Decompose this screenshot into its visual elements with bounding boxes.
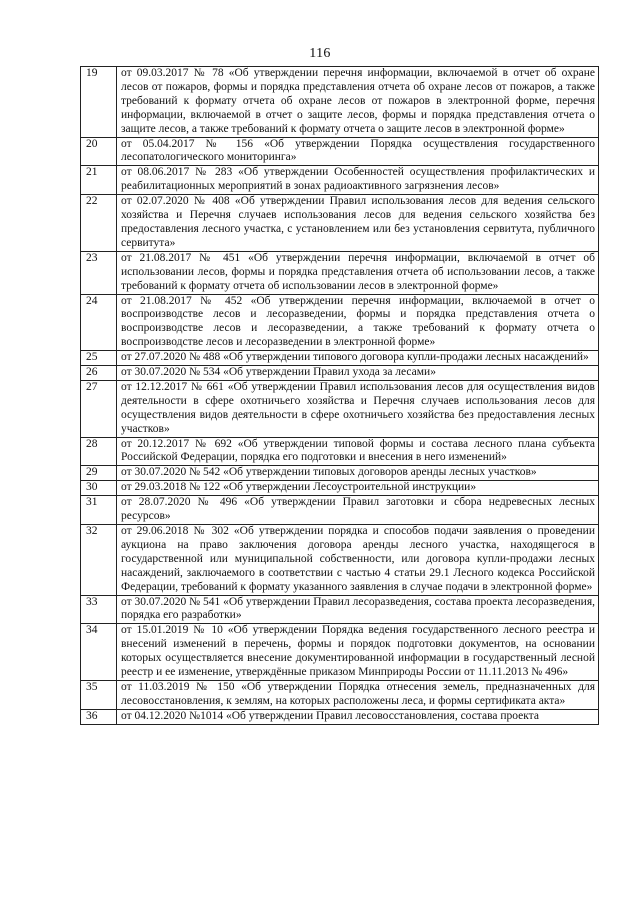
row-order-text: от 28.07.2020 № 496 «Об утверждении Правил заготовки и сбора недревесных лесных ресурсов»	[117, 496, 599, 525]
table-row	[81, 466, 599, 481]
table-row	[81, 351, 599, 366]
row-order-text: от 30.07.2020 № 534 «Об утверждении Правил ухода за лесами»	[117, 366, 599, 381]
row-order-text: от 12.12.2017 № 661 «Об утверждении Правил использования лесов для осуществления видов деятельности в сфере охотничьего хозяйства и Перечня случаев использования лесов для осуществления видов деятельности в сфере охотничьего хозяйства без предоставления лесных участков»	[117, 380, 599, 437]
table-row	[81, 709, 599, 724]
row-number: 27	[81, 380, 117, 437]
row-number: 34	[81, 624, 117, 681]
row-order-text: от 21.08.2017 № 452 «Об утверждении перечня информации, включаемой в отчет о воспроизводстве лесов и лесоразведении, формы и порядка представления отчета о воспроизводстве лесов и лесоразведении, а также требований к формату отчета о воспроизводстве лесов и лесоразведении в электронной форме»	[117, 294, 599, 351]
row-number: 26	[81, 366, 117, 381]
table-row	[81, 380, 599, 437]
row-number: 24	[81, 294, 117, 351]
row-number: 19	[81, 67, 117, 138]
row-order-text: от 20.12.2017 № 692 «Об утверждении типовой формы и состава лесного плана субъекта Российской Федерации, порядка его подготовки и внесения в него изменений»	[117, 437, 599, 466]
table-row	[81, 137, 599, 166]
row-order-text: от 02.07.2020 № 408 «Об утверждении Правил использования лесов для ведения сельского хозяйства и Перечня случаев использования лесов для ведения сельского хозяйства без предоставления лесного участка, с установлением или без установления сервитута, публичного сервитута»	[117, 195, 599, 252]
table-row	[81, 481, 599, 496]
row-order-text: от 30.07.2020 № 541 «Об утверждении Правил лесоразведения, состава проекта лесоразведения, порядка его разработки»	[117, 595, 599, 624]
orders-table	[80, 66, 599, 725]
row-number: 28	[81, 437, 117, 466]
row-number: 22	[81, 195, 117, 252]
table-row	[81, 680, 599, 709]
row-order-text: от 15.01.2019 № 10 «Об утверждении Порядка ведения государственного лесного реестра и внесений изменений в перечень, формы и порядок подготовки документов, на основании которых осуществляется внесение документированной информации в государственный лесной реестр и ее изменение, утверждённые приказом Минприроды России от 11.11.2013 № 496»	[117, 624, 599, 681]
row-number: 21	[81, 166, 117, 195]
row-order-text: от 27.07.2020 № 488 «Об утверждении типового договора купли-продажи лесных насаждений»	[117, 351, 599, 366]
row-number: 31	[81, 496, 117, 525]
row-order-text: от 08.06.2017 № 283 «Об утверждении Особенностей осуществления профилактических и реабилитационных мероприятий в зонах радиоактивного загрязнения лесов»	[117, 166, 599, 195]
row-order-text: от 21.08.2017 № 451 «Об утверждении перечня информации, включаемой в отчет об использовании лесов, формы и порядка представления отчета об использовании лесов, а также требований к формату отчета об использовании лесов в электронной форме»	[117, 251, 599, 294]
row-order-text: от 05.04.2017 № 156 «Об утверждении Порядка осуществления государственного лесопатологического мониторинга»	[117, 137, 599, 166]
table-row	[81, 166, 599, 195]
row-order-text: от 30.07.2020 № 542 «Об утверждении типовых договоров аренды лесных участков»	[117, 466, 599, 481]
page-number: 116	[309, 46, 331, 61]
table-row	[81, 366, 599, 381]
table-row	[81, 195, 599, 252]
orders-table-body	[81, 67, 599, 725]
table-row	[81, 437, 599, 466]
row-number: 23	[81, 251, 117, 294]
row-order-text: от 11.03.2019 № 150 «Об утверждении Порядка отнесения земель, предназначенных для лесовосстановления, к землям, на которых расположены леса, и формы сертификата акта»	[117, 680, 599, 709]
row-number: 30	[81, 481, 117, 496]
table-row	[81, 624, 599, 681]
row-number: 25	[81, 351, 117, 366]
row-order-text: от 04.12.2020 №1014 «Об утверждении Правил лесовосстановления, состава проекта	[117, 709, 599, 724]
row-number: 36	[81, 709, 117, 724]
row-number: 20	[81, 137, 117, 166]
row-number: 33	[81, 595, 117, 624]
row-number: 35	[81, 680, 117, 709]
table-row	[81, 525, 599, 596]
table-row	[81, 496, 599, 525]
row-number: 32	[81, 525, 117, 596]
row-order-text: от 29.06.2018 № 302 «Об утверждении порядка и способов подачи заявления о проведении аукциона на право заключения договора аренды лесного участка, находящегося в государственной или муниципальной собственности, или договора купли-продажи лесных насаждений, заключаемого в соответствии с частью 4 статьи 29.1 Лесного кодекса Российской Федерации, требований к формату указанного заявления в случае подачи в электронной форме»	[117, 525, 599, 596]
table-row	[81, 595, 599, 624]
row-order-text: от 09.03.2017 № 78 «Об утверждении перечня информации, включаемой в отчет об охране лесов от пожаров, формы и порядка представления отчета об охране лесов от пожаров, а также требований к формату отчета об охране лесов от пожаров в электронной форме, перечня информации, включаемой в отчет о защите лесов, формы и порядка представления отчета о защите лесов, а также требований к формату отчета о защите лесов в электронной форме»	[117, 67, 599, 138]
table-row	[81, 251, 599, 294]
table-row	[81, 294, 599, 351]
row-order-text: от 29.03.2018 № 122 «Об утверждении Лесоустроительной инструкции»	[117, 481, 599, 496]
row-number: 29	[81, 466, 117, 481]
table-row	[81, 67, 599, 138]
